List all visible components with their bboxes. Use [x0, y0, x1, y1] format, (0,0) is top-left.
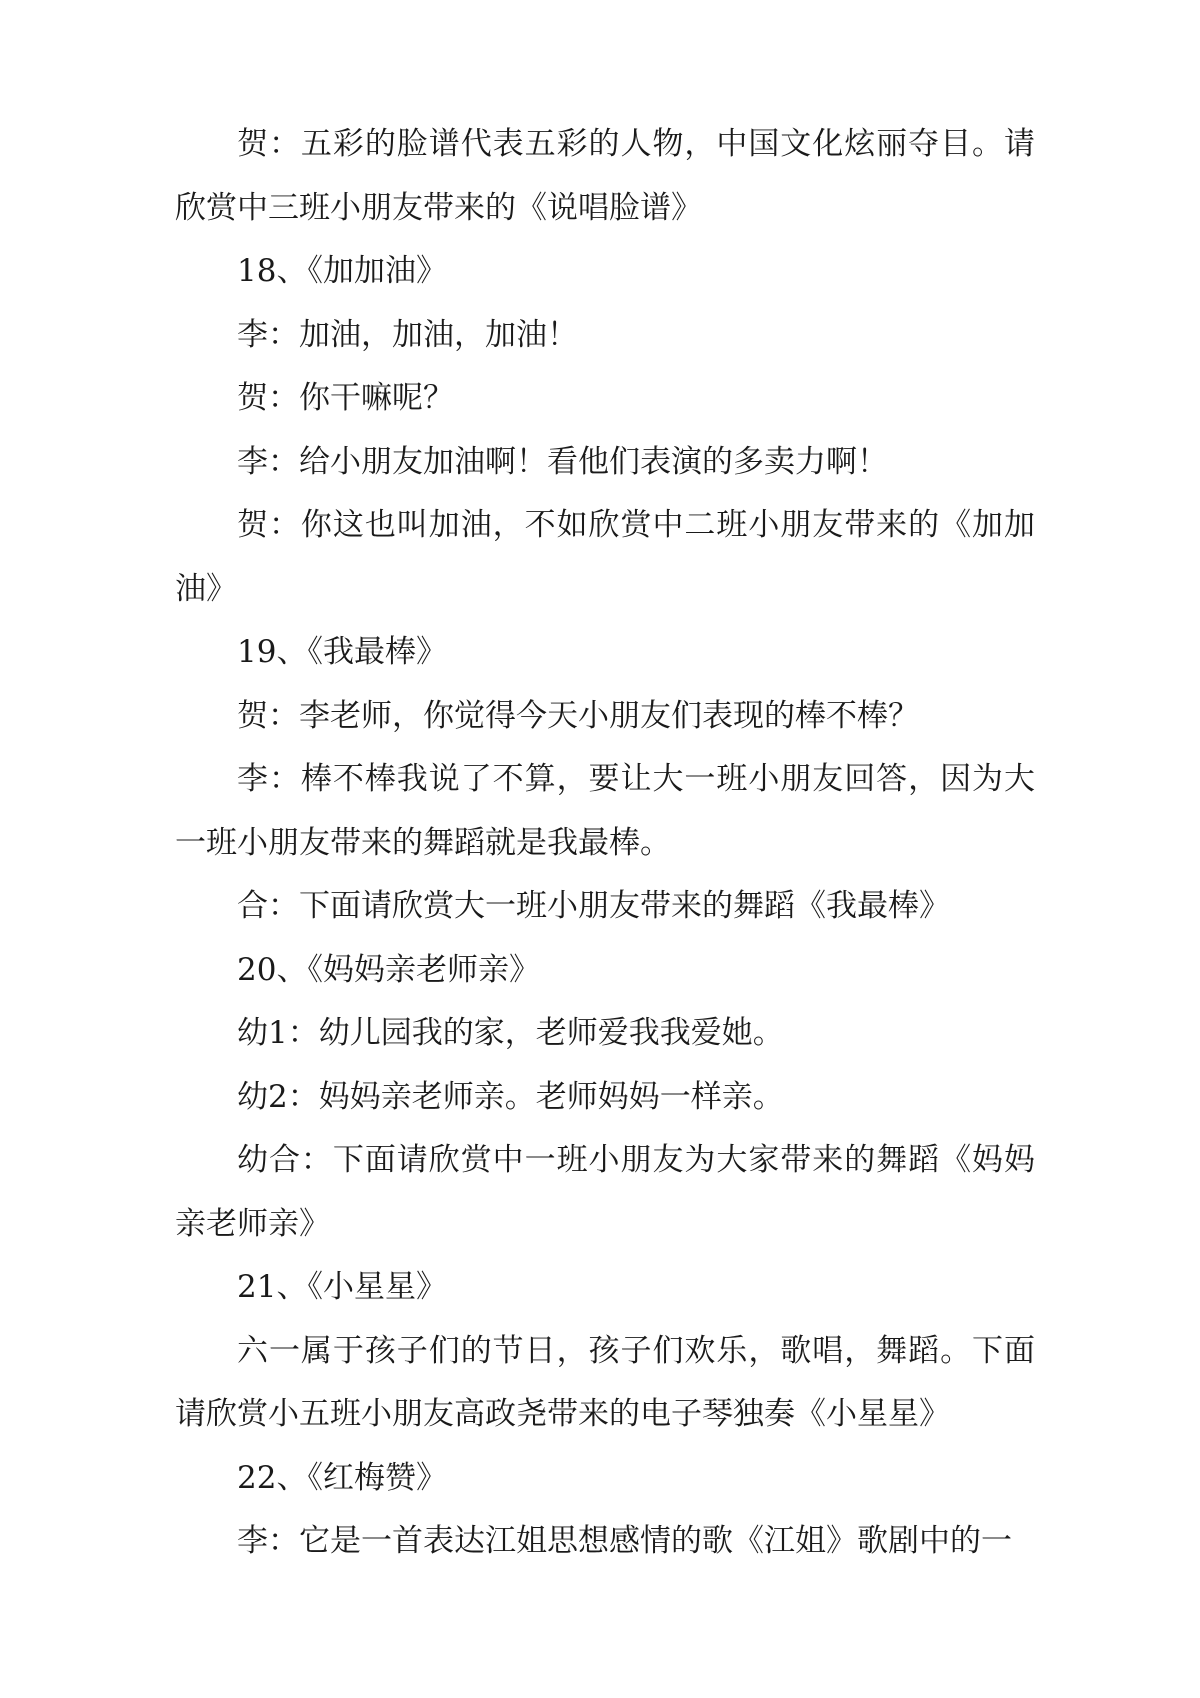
paragraph-1: 贺：五彩的脸谱代表五彩的人物，中国文化炫丽夺目。请欣赏中三班小朋友带来的《说唱脸谱》: [175, 126, 1035, 226]
paragraph-14: 幼合：下面请欣赏中一班小朋友为大家带来的舞蹈《妈妈亲老师亲》: [175, 1142, 1035, 1242]
paragraph-8: 贺：李老师，你觉得今天小朋友们表现的棒不棒？: [237, 697, 919, 734]
section-heading-22: 22、《红梅赞》: [237, 1459, 447, 1496]
section-heading-18: 18、《加加油》: [237, 253, 447, 289]
section-heading-21: 21、《小星星》: [237, 1269, 447, 1305]
paragraph-13: 幼2：妈妈亲老师亲。老师妈妈一样亲。: [237, 1078, 784, 1115]
paragraph-3: 李：加油，加油，加油！: [237, 316, 578, 353]
paragraph-10: 合：下面请欣赏大一班小朋友带来的舞蹈《我最棒》: [237, 888, 950, 924]
paragraph-12: 幼1：幼儿园我的家，老师爱我我爱她。: [237, 1015, 784, 1051]
paragraph-18: 李：它是一首表达江姐思想感情的歌《江姐》歌剧中的一: [237, 1523, 1012, 1559]
paragraph-16: 六一属于孩子们的节日，孩子们欢乐，歌唱，舞蹈。下面请欣赏小五班小朋友高政尧带来的电子琴独奏《小星星》: [175, 1332, 1035, 1432]
paragraph-4: 贺：你干嘛呢？: [237, 380, 454, 416]
paragraph-9: 李：棒不棒我说了不算，要让大一班小朋友回答，因为大一班小朋友带来的舞蹈就是我最棒。: [175, 761, 1035, 861]
section-heading-19: 19、《我最棒》: [237, 634, 447, 670]
document-body: [175, 113, 1035, 1574]
paragraph-6: 贺：你这也叫加油，不如欣赏中二班小朋友带来的《加加油》: [175, 507, 1035, 607]
paragraph-5: 李：给小朋友加油啊！看他们表演的多卖力啊！: [237, 443, 888, 480]
section-heading-20: 20、《妈妈亲老师亲》: [237, 951, 540, 988]
